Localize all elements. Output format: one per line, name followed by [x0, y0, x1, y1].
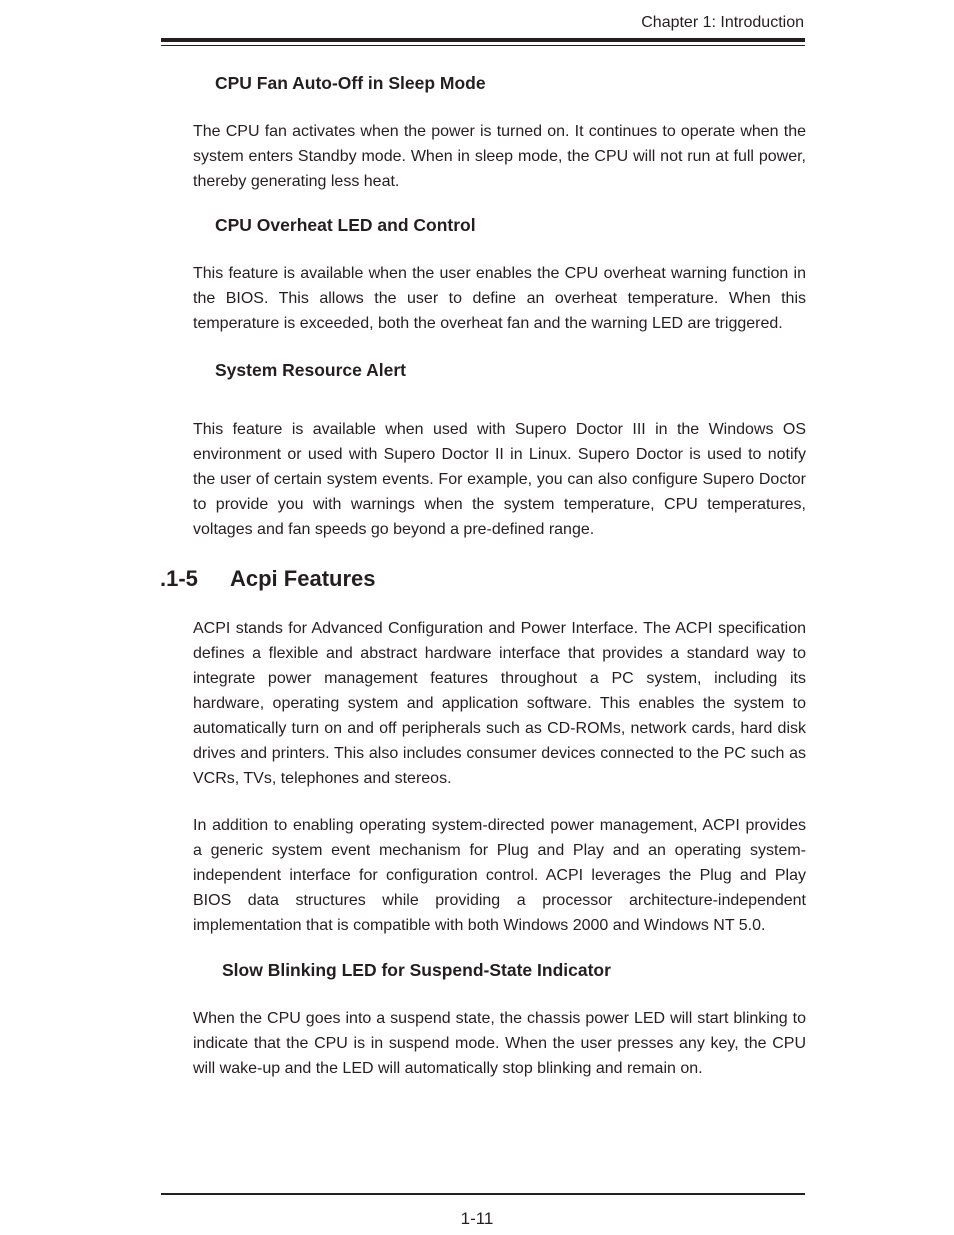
heading-cpu-fan: CPU Fan Auto-Off in Sleep Mode	[215, 73, 486, 93]
footer-rule	[161, 1193, 805, 1195]
heading-cpu-overheat: CPU Overheat LED and Control	[215, 215, 476, 235]
section-number: .1-5	[160, 566, 198, 591]
paragraph-acpi-2: In addition to enabling operating system-directed power management, ACPI provides a generic system event mechanism for Plug and Play and an operating system-independent interface for configuration control. ACPI leverages the Plug and Play BIOS data structures while providing a processor architecture-independent implementation that is compatible with both Windows 2000 and Windows NT 5.0.	[193, 817, 806, 934]
paragraph-cpu-fan: The CPU fan activates when the power is turned on. It continues to operate when the system enters Standby mode. When in sleep mode, the CPU will not run at full power, thereby generating less heat.	[193, 123, 806, 190]
paragraph-cpu-overheat: This feature is available when the user enables the CPU overheat warning function in the BIOS. This allows the user to define an overheat temperature. When this temperature is exceeded, both the overheat fan and the warning LED are triggered.	[193, 265, 806, 332]
section-title: Acpi Features	[230, 566, 376, 591]
paragraph-acpi-1: ACPI stands for Advanced Configuration and Power Interface. The ACPI specification defines a flexible and abstract hardware interface that provides a standard way to integrate power management features throughout a PC system, including its hardware, operating system and application software. This enables the system to automatically turn on and off peripherals such as CD-ROMs, network cards, hard disk drives and printers. This also includes consumer devices connected to the PC such as VCRs, TVs, telephones and stereos.	[193, 620, 806, 787]
heading-system-resource-alert: System Resource Alert	[215, 360, 406, 380]
heading-slow-blinking-led: Slow Blinking LED for Suspend-State Indicator	[222, 960, 611, 980]
paragraph-slow-blinking-led: When the CPU goes into a suspend state, the chassis power LED will start blinking to indicate that the CPU is in suspend mode. When the user presses any key, the CPU will wake-up and the LED will automatically stop blinking and remain on.	[193, 1010, 806, 1077]
page-number: 1-11	[460, 1209, 494, 1228]
header-rule-thick	[161, 38, 805, 42]
running-header: Chapter 1: Introduction	[641, 14, 804, 31]
header-rule-thin	[161, 45, 805, 46]
paragraph-system-resource-alert: This feature is available when used with Supero Doctor III in the Windows OS environment or used with Supero Doctor II in Linux. Supero Doctor is used to notify the user of certain system events. For example, you can also configure Supero Doctor to provide you with warnings when the system temperature, CPU temperatures, voltages and fan speeds go beyond a pre-defined range.	[193, 421, 806, 538]
section-heading-acpi	[160, 566, 376, 592]
